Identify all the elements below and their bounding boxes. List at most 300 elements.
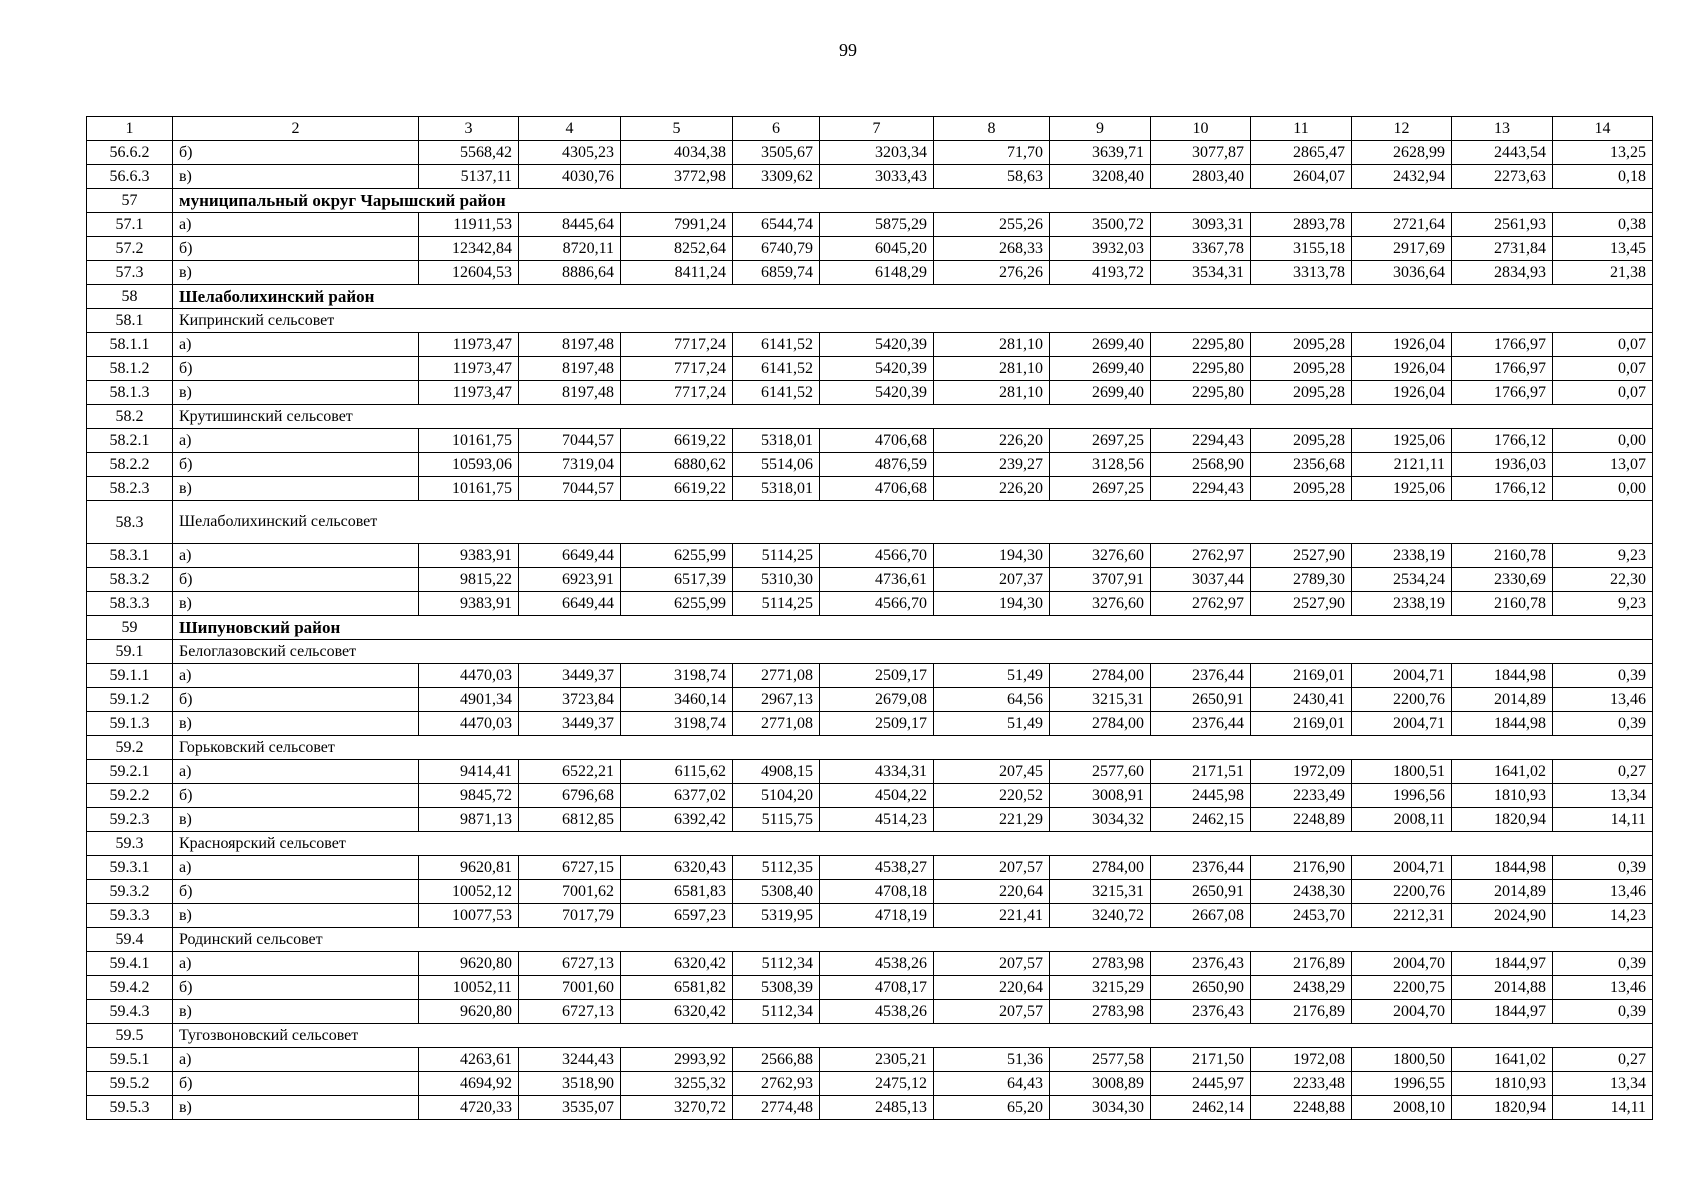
- value-cell: 13,34: [1553, 784, 1653, 808]
- value-cell: 5308,39: [733, 976, 820, 1000]
- variant-cell: б): [173, 880, 419, 904]
- value-cell: 6544,74: [733, 213, 820, 237]
- value-cell: 65,20: [934, 1096, 1050, 1120]
- value-cell: 5420,39: [820, 381, 934, 405]
- value-cell: 255,26: [934, 213, 1050, 237]
- value-cell: 6727,15: [519, 856, 621, 880]
- value-cell: 3500,72: [1050, 213, 1151, 237]
- variant-cell: а): [173, 1048, 419, 1072]
- value-cell: 221,41: [934, 904, 1050, 928]
- value-cell: 2004,70: [1352, 1000, 1452, 1024]
- value-cell: 51,49: [934, 664, 1050, 688]
- value-cell: 2356,68: [1251, 453, 1352, 477]
- value-cell: 2004,70: [1352, 952, 1452, 976]
- row-number-cell: 59.4: [87, 928, 173, 952]
- variant-cell: б): [173, 1072, 419, 1096]
- row-number-cell: 59.1.2: [87, 688, 173, 712]
- value-cell: 3203,34: [820, 141, 934, 165]
- value-cell: 6255,99: [621, 592, 733, 616]
- value-cell: 2561,93: [1452, 213, 1553, 237]
- value-cell: 2445,97: [1151, 1072, 1251, 1096]
- value-cell: 9871,13: [419, 808, 519, 832]
- value-cell: 14,11: [1553, 1096, 1653, 1120]
- variant-cell: а): [173, 544, 419, 568]
- column-number-cell: 8: [934, 117, 1050, 141]
- value-cell: 3534,31: [1151, 261, 1251, 285]
- value-cell: 8197,48: [519, 381, 621, 405]
- value-cell: 2121,11: [1352, 453, 1452, 477]
- table-row: [87, 141, 1653, 165]
- value-cell: 10052,12: [419, 880, 519, 904]
- value-cell: 2338,19: [1352, 592, 1452, 616]
- value-cell: 226,20: [934, 429, 1050, 453]
- value-cell: 2784,00: [1050, 856, 1151, 880]
- value-cell: 220,52: [934, 784, 1050, 808]
- value-cell: 0,18: [1553, 165, 1653, 189]
- value-cell: 2176,90: [1251, 856, 1352, 880]
- variant-cell: а): [173, 760, 419, 784]
- value-cell: 9620,80: [419, 1000, 519, 1024]
- value-cell: 6923,91: [519, 568, 621, 592]
- value-cell: 0,39: [1553, 664, 1653, 688]
- value-cell: 1972,09: [1251, 760, 1352, 784]
- value-cell: 11911,53: [419, 213, 519, 237]
- value-cell: 4876,59: [820, 453, 934, 477]
- row-number-cell: 59.2.3: [87, 808, 173, 832]
- value-cell: 3198,74: [621, 664, 733, 688]
- row-number-cell: 59.4.3: [87, 1000, 173, 1024]
- value-cell: 9620,81: [419, 856, 519, 880]
- value-cell: 5112,34: [733, 952, 820, 976]
- value-cell: 11973,47: [419, 333, 519, 357]
- value-cell: 3155,18: [1251, 237, 1352, 261]
- value-cell: 6141,52: [733, 381, 820, 405]
- value-cell: 0,07: [1553, 333, 1653, 357]
- row-number-cell: 59.3.3: [87, 904, 173, 928]
- row-number-cell: 59.1.3: [87, 712, 173, 736]
- value-cell: 3449,37: [519, 712, 621, 736]
- value-cell: 2604,07: [1251, 165, 1352, 189]
- row-number-cell: 56.6.2: [87, 141, 173, 165]
- value-cell: 6581,83: [621, 880, 733, 904]
- value-cell: 5318,01: [733, 477, 820, 501]
- value-cell: 9620,80: [419, 952, 519, 976]
- column-number-cell: 1: [87, 117, 173, 141]
- column-number-cell: 2: [173, 117, 419, 141]
- value-cell: 5875,29: [820, 213, 934, 237]
- value-cell: 3367,78: [1151, 237, 1251, 261]
- column-number-cell: 3: [419, 117, 519, 141]
- value-cell: 1972,08: [1251, 1048, 1352, 1072]
- value-cell: 1810,93: [1452, 784, 1553, 808]
- table-row: [87, 856, 1653, 880]
- value-cell: 3270,72: [621, 1096, 733, 1120]
- name-cell: Белоглазовский сельсовет: [173, 640, 1653, 664]
- value-cell: 10052,11: [419, 976, 519, 1000]
- value-cell: 4720,33: [419, 1096, 519, 1120]
- value-cell: 2784,00: [1050, 664, 1151, 688]
- value-cell: 2212,31: [1352, 904, 1452, 928]
- value-cell: 0,07: [1553, 381, 1653, 405]
- value-cell: 13,46: [1553, 688, 1653, 712]
- value-cell: 4514,23: [820, 808, 934, 832]
- variant-cell: б): [173, 976, 419, 1000]
- row-number-cell: 58.3.3: [87, 592, 173, 616]
- value-cell: 1996,56: [1352, 784, 1452, 808]
- value-cell: 13,25: [1553, 141, 1653, 165]
- row-number-cell: 58.1.3: [87, 381, 173, 405]
- value-cell: 2095,28: [1251, 333, 1352, 357]
- value-cell: 3255,32: [621, 1072, 733, 1096]
- value-cell: 2762,97: [1151, 592, 1251, 616]
- name-cell: Шелаболихинский район: [173, 285, 1653, 309]
- value-cell: 2534,24: [1352, 568, 1452, 592]
- row-number-cell: 57.1: [87, 213, 173, 237]
- value-cell: 4706,68: [820, 429, 934, 453]
- value-cell: 2699,40: [1050, 333, 1151, 357]
- value-cell: 2295,80: [1151, 381, 1251, 405]
- value-cell: 3034,32: [1050, 808, 1151, 832]
- table-row: [87, 1072, 1653, 1096]
- value-cell: 220,64: [934, 976, 1050, 1000]
- value-cell: 2438,30: [1251, 880, 1352, 904]
- column-number-cell: 13: [1452, 117, 1553, 141]
- row-number-cell: 59.5: [87, 1024, 173, 1048]
- value-cell: 2762,97: [1151, 544, 1251, 568]
- value-cell: 2095,28: [1251, 477, 1352, 501]
- value-cell: 9,23: [1553, 544, 1653, 568]
- value-cell: 2004,71: [1352, 664, 1452, 688]
- table-row: [87, 760, 1653, 784]
- value-cell: 2294,43: [1151, 429, 1251, 453]
- value-cell: 2176,89: [1251, 1000, 1352, 1024]
- value-cell: 5137,11: [419, 165, 519, 189]
- column-number-cell: 11: [1251, 117, 1352, 141]
- variant-cell: в): [173, 1000, 419, 1024]
- value-cell: 4908,15: [733, 760, 820, 784]
- value-cell: 1844,97: [1452, 952, 1553, 976]
- value-cell: 5319,95: [733, 904, 820, 928]
- value-cell: 10161,75: [419, 477, 519, 501]
- variant-cell: в): [173, 808, 419, 832]
- value-cell: 8411,24: [621, 261, 733, 285]
- value-cell: 3033,43: [820, 165, 934, 189]
- value-cell: 2171,51: [1151, 760, 1251, 784]
- value-cell: 51,49: [934, 712, 1050, 736]
- value-cell: 0,39: [1553, 1000, 1653, 1024]
- row-number-cell: 59.2.1: [87, 760, 173, 784]
- value-cell: 5318,01: [733, 429, 820, 453]
- value-cell: 2967,13: [733, 688, 820, 712]
- value-cell: 0,27: [1553, 1048, 1653, 1072]
- value-cell: 12342,84: [419, 237, 519, 261]
- value-cell: 2295,80: [1151, 357, 1251, 381]
- value-cell: 2160,78: [1452, 544, 1553, 568]
- value-cell: 5104,20: [733, 784, 820, 808]
- value-cell: 3008,89: [1050, 1072, 1151, 1096]
- value-cell: 6392,42: [621, 808, 733, 832]
- value-cell: 281,10: [934, 357, 1050, 381]
- value-cell: 2443,54: [1452, 141, 1553, 165]
- value-cell: 2376,43: [1151, 952, 1251, 976]
- value-cell: 2771,08: [733, 664, 820, 688]
- value-cell: 7044,57: [519, 477, 621, 501]
- table-row: [87, 1096, 1653, 1120]
- name-cell: Шипуновский район: [173, 616, 1653, 640]
- value-cell: 4334,31: [820, 760, 934, 784]
- name-cell: Кипринский сельсовет: [173, 309, 1653, 333]
- value-cell: 2784,00: [1050, 712, 1151, 736]
- row-number-cell: 58.2: [87, 405, 173, 429]
- value-cell: 207,45: [934, 760, 1050, 784]
- row-number-cell: 56.6.3: [87, 165, 173, 189]
- value-cell: 0,38: [1553, 213, 1653, 237]
- table-row: [87, 784, 1653, 808]
- column-number-row: [87, 117, 1653, 141]
- value-cell: 9383,91: [419, 592, 519, 616]
- column-number-cell: 4: [519, 117, 621, 141]
- value-cell: 6320,42: [621, 952, 733, 976]
- value-cell: 6377,02: [621, 784, 733, 808]
- value-cell: 1641,02: [1452, 760, 1553, 784]
- value-cell: 2432,94: [1352, 165, 1452, 189]
- value-cell: 1936,03: [1452, 453, 1553, 477]
- value-cell: 2865,47: [1251, 141, 1352, 165]
- value-cell: 2697,25: [1050, 429, 1151, 453]
- value-cell: 0,07: [1553, 357, 1653, 381]
- value-cell: 5420,39: [820, 333, 934, 357]
- value-cell: 1925,06: [1352, 477, 1452, 501]
- value-cell: 4708,17: [820, 976, 934, 1000]
- value-cell: 3198,74: [621, 712, 733, 736]
- value-cell: 207,57: [934, 952, 1050, 976]
- value-cell: 2462,15: [1151, 808, 1251, 832]
- value-cell: 2008,11: [1352, 808, 1452, 832]
- value-cell: 4470,03: [419, 664, 519, 688]
- table-row: [87, 453, 1653, 477]
- value-cell: 2014,88: [1452, 976, 1553, 1000]
- value-cell: 0,39: [1553, 712, 1653, 736]
- variant-cell: в): [173, 712, 419, 736]
- value-cell: 2095,28: [1251, 429, 1352, 453]
- value-cell: 3313,78: [1251, 261, 1352, 285]
- value-cell: 10077,53: [419, 904, 519, 928]
- value-cell: 2004,71: [1352, 712, 1452, 736]
- value-cell: 2453,70: [1251, 904, 1352, 928]
- value-cell: 0,00: [1553, 429, 1653, 453]
- value-cell: 6045,20: [820, 237, 934, 261]
- value-cell: 6619,22: [621, 429, 733, 453]
- value-cell: 3772,98: [621, 165, 733, 189]
- row-number-cell: 58.3.1: [87, 544, 173, 568]
- value-cell: 6859,74: [733, 261, 820, 285]
- value-cell: 5308,40: [733, 880, 820, 904]
- value-cell: 2233,49: [1251, 784, 1352, 808]
- value-cell: 10161,75: [419, 429, 519, 453]
- value-cell: 2783,98: [1050, 952, 1151, 976]
- value-cell: 7991,24: [621, 213, 733, 237]
- value-cell: 6517,39: [621, 568, 733, 592]
- row-number-cell: 59.4.1: [87, 952, 173, 976]
- value-cell: 3276,60: [1050, 592, 1151, 616]
- value-cell: 1810,93: [1452, 1072, 1553, 1096]
- value-cell: 6141,52: [733, 357, 820, 381]
- column-number-cell: 12: [1352, 117, 1452, 141]
- name-cell: муниципальный округ Чарышский район: [173, 189, 1653, 213]
- table-row: [87, 568, 1653, 592]
- name-cell: Шелаболихинский сельсовет: [173, 501, 1653, 544]
- value-cell: 207,57: [934, 1000, 1050, 1024]
- value-cell: 2200,76: [1352, 880, 1452, 904]
- value-cell: 5112,34: [733, 1000, 820, 1024]
- variant-cell: а): [173, 664, 419, 688]
- value-cell: 51,36: [934, 1048, 1050, 1072]
- value-cell: 9383,91: [419, 544, 519, 568]
- value-cell: 2008,10: [1352, 1096, 1452, 1120]
- column-number-cell: 14: [1553, 117, 1653, 141]
- value-cell: 4030,76: [519, 165, 621, 189]
- value-cell: 2667,08: [1151, 904, 1251, 928]
- value-cell: 268,33: [934, 237, 1050, 261]
- value-cell: 2330,69: [1452, 568, 1553, 592]
- table-row: [87, 808, 1653, 832]
- value-cell: 6740,79: [733, 237, 820, 261]
- value-cell: 1766,97: [1452, 357, 1553, 381]
- row-number-cell: 59.1: [87, 640, 173, 664]
- name-cell: Родинский сельсовет: [173, 928, 1653, 952]
- value-cell: 6880,62: [621, 453, 733, 477]
- row-number-cell: 59.3.1: [87, 856, 173, 880]
- variant-cell: б): [173, 688, 419, 712]
- variant-cell: в): [173, 477, 419, 501]
- value-cell: 2650,90: [1151, 976, 1251, 1000]
- value-cell: 2169,01: [1251, 664, 1352, 688]
- value-cell: 9,23: [1553, 592, 1653, 616]
- value-cell: 2650,91: [1151, 688, 1251, 712]
- value-cell: 8720,11: [519, 237, 621, 261]
- value-cell: 2233,48: [1251, 1072, 1352, 1096]
- table-row: [87, 261, 1653, 285]
- value-cell: 14,23: [1553, 904, 1653, 928]
- value-cell: 5114,25: [733, 592, 820, 616]
- value-cell: 2014,89: [1452, 880, 1553, 904]
- value-cell: 3276,60: [1050, 544, 1151, 568]
- value-cell: 6255,99: [621, 544, 733, 568]
- value-cell: 6115,62: [621, 760, 733, 784]
- value-cell: 7017,79: [519, 904, 621, 928]
- value-cell: 1926,04: [1352, 333, 1452, 357]
- value-cell: 3639,71: [1050, 141, 1151, 165]
- value-cell: 4305,23: [519, 141, 621, 165]
- district-header-row: [87, 189, 1653, 213]
- value-cell: 207,57: [934, 856, 1050, 880]
- value-cell: 3932,03: [1050, 237, 1151, 261]
- variant-cell: в): [173, 165, 419, 189]
- council-header-row: [87, 640, 1653, 664]
- row-number-cell: 59.5.1: [87, 1048, 173, 1072]
- value-cell: 1766,12: [1452, 477, 1553, 501]
- value-cell: 5115,75: [733, 808, 820, 832]
- value-cell: 4901,34: [419, 688, 519, 712]
- value-cell: 2993,92: [621, 1048, 733, 1072]
- value-cell: 2095,28: [1251, 357, 1352, 381]
- value-cell: 1800,51: [1352, 760, 1452, 784]
- value-cell: 1844,97: [1452, 1000, 1553, 1024]
- variant-cell: в): [173, 381, 419, 405]
- value-cell: 2771,08: [733, 712, 820, 736]
- row-number-cell: 57.3: [87, 261, 173, 285]
- value-cell: 1925,06: [1352, 429, 1452, 453]
- value-cell: 6619,22: [621, 477, 733, 501]
- value-cell: 2248,88: [1251, 1096, 1352, 1120]
- row-number-cell: 59.5.3: [87, 1096, 173, 1120]
- value-cell: 2893,78: [1251, 213, 1352, 237]
- variant-cell: в): [173, 261, 419, 285]
- value-cell: 1766,97: [1452, 333, 1553, 357]
- value-cell: 2376,44: [1151, 856, 1251, 880]
- district-header-row: [87, 616, 1653, 640]
- name-cell: Горьковский сельсовет: [173, 736, 1653, 760]
- value-cell: 2200,76: [1352, 688, 1452, 712]
- value-cell: 5114,25: [733, 544, 820, 568]
- row-number-cell: 57: [87, 189, 173, 213]
- value-cell: 22,30: [1553, 568, 1653, 592]
- table-row: [87, 237, 1653, 261]
- page-number: 99: [839, 40, 857, 60]
- table-row: [87, 544, 1653, 568]
- value-cell: 6727,13: [519, 1000, 621, 1024]
- row-number-cell: 59.5.2: [87, 1072, 173, 1096]
- value-cell: 6141,52: [733, 333, 820, 357]
- value-cell: 2376,43: [1151, 1000, 1251, 1024]
- value-cell: 3215,29: [1050, 976, 1151, 1000]
- value-cell: 1844,98: [1452, 712, 1553, 736]
- value-cell: 6581,82: [621, 976, 733, 1000]
- value-cell: 2650,91: [1151, 880, 1251, 904]
- value-cell: 1926,04: [1352, 381, 1452, 405]
- row-number-cell: 59.2: [87, 736, 173, 760]
- variant-cell: в): [173, 904, 419, 928]
- value-cell: 3208,40: [1050, 165, 1151, 189]
- value-cell: 2171,50: [1151, 1048, 1251, 1072]
- value-cell: 2169,01: [1251, 712, 1352, 736]
- table-row: [87, 952, 1653, 976]
- value-cell: 3535,07: [519, 1096, 621, 1120]
- value-cell: 2628,99: [1352, 141, 1452, 165]
- value-cell: 1844,98: [1452, 856, 1553, 880]
- variant-cell: а): [173, 213, 419, 237]
- value-cell: 2176,89: [1251, 952, 1352, 976]
- value-cell: 6727,13: [519, 952, 621, 976]
- row-number-cell: 59.2.2: [87, 784, 173, 808]
- variant-cell: в): [173, 592, 419, 616]
- value-cell: 2200,75: [1352, 976, 1452, 1000]
- value-cell: 4566,70: [820, 592, 934, 616]
- variant-cell: б): [173, 453, 419, 477]
- value-cell: 2527,90: [1251, 592, 1352, 616]
- value-cell: 2024,90: [1452, 904, 1553, 928]
- value-cell: 64,56: [934, 688, 1050, 712]
- value-cell: 4538,27: [820, 856, 934, 880]
- value-cell: 207,37: [934, 568, 1050, 592]
- value-cell: 2566,88: [733, 1048, 820, 1072]
- value-cell: 2295,80: [1151, 333, 1251, 357]
- row-number-cell: 59.1.1: [87, 664, 173, 688]
- value-cell: 239,27: [934, 453, 1050, 477]
- value-cell: 2095,28: [1251, 381, 1352, 405]
- value-cell: 3034,30: [1050, 1096, 1151, 1120]
- value-cell: 6320,43: [621, 856, 733, 880]
